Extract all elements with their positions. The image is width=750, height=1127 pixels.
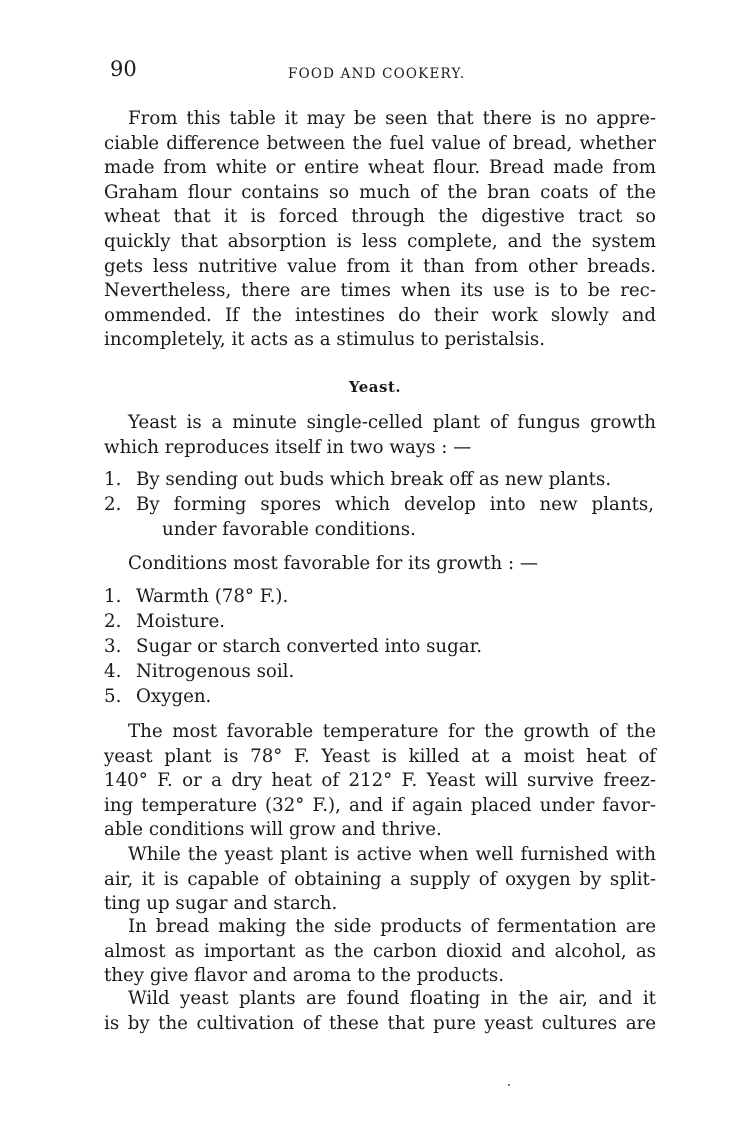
text-line: While the yeast plant is active when well furnished with <box>128 844 656 865</box>
list-item <box>104 684 656 709</box>
text-line: Yeast is a minute single-celled plant of fungus growth <box>128 412 656 433</box>
list-text: By forming spores which develop into new plants, <box>136 494 654 515</box>
list-text: Warmth (78° F.). <box>136 586 289 607</box>
text-line: ting up sugar and starch. <box>104 893 338 915</box>
list-number: 2. <box>104 611 122 632</box>
text-line: From this table it may be seen that there is no appre- <box>128 108 656 129</box>
list-number: 3. <box>104 636 122 657</box>
text-line: they give flavor and aroma to the products. <box>104 965 504 987</box>
list-item-continuation <box>104 517 656 542</box>
list-number: 2. <box>104 494 122 515</box>
text-line: almost as important as the carbon dioxid and alcohol, as <box>104 940 656 962</box>
text-line: made from white or entire wheat flour. Bread made from <box>104 157 656 179</box>
text-line: ommended. If the intestines do their work slowly and <box>104 304 656 326</box>
list-text: Oxygen. <box>136 686 212 707</box>
paragraph-bread-value <box>104 107 656 353</box>
text-line: 140° F. or a dry heat of 212° F. Yeast will survive freez- <box>104 770 656 792</box>
text-line: Nevertheless, there are times when its use is to be rec- <box>104 280 656 302</box>
scan-speck <box>508 1084 510 1086</box>
list-item <box>104 467 656 492</box>
text-line: air, it is capable of obtaining a supply of oxygen by split- <box>104 868 656 890</box>
list-number: 1. <box>104 586 122 607</box>
paragraph-side-products <box>104 915 656 989</box>
paragraph-wild-yeast <box>104 987 656 1036</box>
list-text: Moisture. <box>136 611 225 632</box>
text-line: Conditions most favorable for its growth : — <box>128 553 539 574</box>
list-text: Nitrogenous soil. <box>136 661 295 682</box>
paragraph-temperature <box>104 720 656 843</box>
list-item <box>104 584 656 609</box>
text-line: incompletely, it acts as a stimulus to peristalsis. <box>104 329 545 351</box>
list-number: 1. <box>104 469 122 490</box>
conditions-intro <box>104 552 656 577</box>
text-line: Graham flour contains so much of the bran coats of the <box>104 181 656 203</box>
text-line: wheat that it is forced through the digestive tract so <box>104 206 656 228</box>
text-line: ciable difference between the fuel value of bread, whether <box>104 132 656 154</box>
list-item <box>104 634 656 659</box>
list-item <box>104 659 656 684</box>
text-line: yeast plant is 78° F. Yeast is killed at a moist heat of <box>104 745 656 767</box>
text-line: which reproduces itself in two ways : — <box>104 436 472 458</box>
list-item <box>104 609 656 634</box>
conditions-list <box>104 584 656 709</box>
reproduction-list <box>104 467 656 542</box>
running-title: FOOD AND COOKERY. <box>288 66 466 82</box>
text-line: ing temperature (32° F.), and if again placed under favor- <box>104 794 656 816</box>
list-item <box>104 492 656 517</box>
list-number: 4. <box>104 661 122 682</box>
list-text: By sending out buds which break off as new plants. <box>136 469 612 490</box>
section-heading: Yeast. <box>348 378 402 396</box>
list-text: under favorable conditions. <box>162 519 416 540</box>
paragraph-yeast-intro <box>104 411 656 460</box>
text-line: able conditions will grow and thrive. <box>104 819 442 841</box>
list-text: Sugar or starch converted into sugar. <box>136 636 483 657</box>
paragraph-oxygen <box>104 843 656 917</box>
text-line: The most favorable temperature for the growth of the <box>128 721 656 742</box>
text-line: In bread making the side products of fermentation are <box>128 916 656 937</box>
text-line: Wild yeast plants are found floating in the air, and it <box>128 988 656 1009</box>
text-line: gets less nutritive value from it than from other breads. <box>104 255 656 277</box>
text-line: is by the cultivation of these that pure yeast cultures are <box>104 1012 656 1034</box>
page-number: 90 <box>110 57 137 81</box>
list-number: 5. <box>104 686 122 707</box>
text-line: quickly that absorption is less complete, and the system <box>104 230 656 252</box>
